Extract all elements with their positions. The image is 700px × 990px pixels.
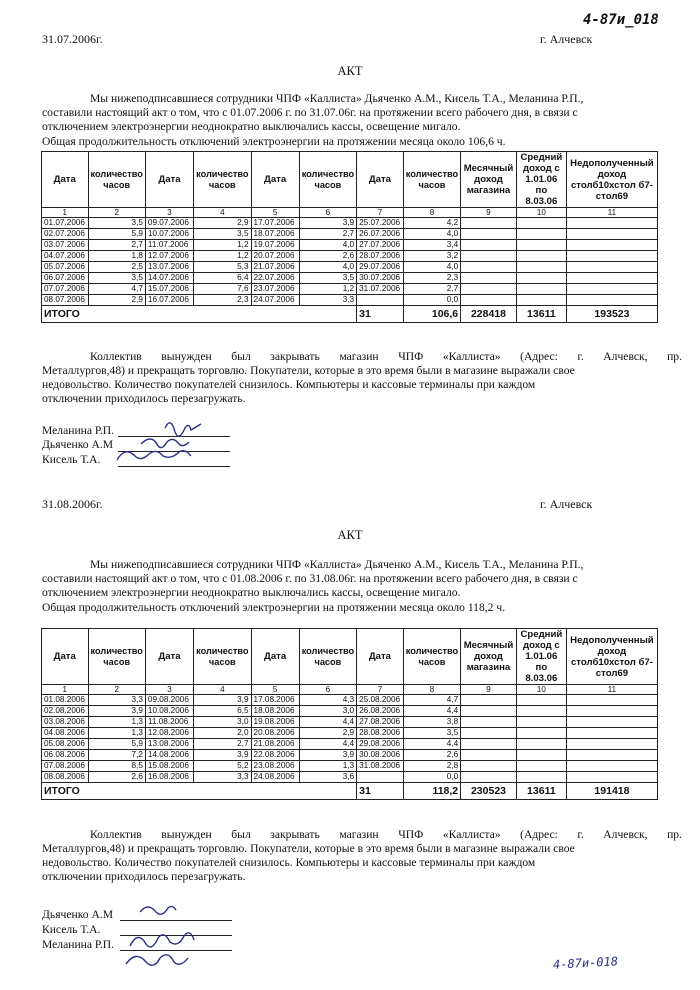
date-cell: 07.07.2006 — [42, 284, 89, 295]
hours-cell: 4,0 — [299, 240, 356, 251]
empty-cell — [566, 284, 657, 295]
footer-archive-code: 4-87и-018 — [552, 954, 619, 972]
date-cell: 11.07.2006 — [145, 240, 193, 251]
hours-cell: 2,7 — [194, 739, 251, 750]
act1-header-cell: Месячный доход магазина — [461, 152, 517, 208]
date-cell — [357, 295, 404, 306]
hours-cell: 2,0 — [194, 728, 251, 739]
date-cell: 30.07.2006 — [357, 273, 404, 284]
date-cell: 16.08.2006 — [145, 772, 193, 783]
date-cell — [357, 772, 404, 783]
hours-cell: 4,7 — [88, 284, 145, 295]
date-cell: 16.07.2006 — [145, 295, 193, 306]
act1-intro-line2: составили настоящий акт о том, что с 01.07.2006 г. по 31.07.06г. на протяжении всего рабочего дня, в связи с — [42, 106, 578, 119]
hours-cell: 5,3 — [194, 262, 251, 273]
empty-cell — [566, 695, 657, 706]
date-cell: 21.07.2006 — [251, 262, 299, 273]
hours-cell: 3,3 — [88, 695, 145, 706]
empty-cell — [461, 739, 517, 750]
date-cell: 02.07.2006 — [42, 229, 89, 240]
table-row — [42, 695, 658, 706]
act1-header-cell: Дата — [357, 152, 404, 208]
act1-intro-line1: Мы нижеподписавшиеся сотрудники ЧПФ «Каллиста» Дьяченко А.М., Кисель Т.А., Меланина Р.П., — [90, 92, 584, 105]
table-row — [42, 262, 658, 273]
column-number: 2 — [88, 208, 145, 218]
act1-header-cell: количество часов — [194, 152, 251, 208]
hours-cell: 2,5 — [88, 262, 145, 273]
empty-cell — [461, 295, 517, 306]
column-number: 5 — [251, 208, 299, 218]
act2-header-row — [42, 629, 658, 685]
column-number: 2 — [88, 685, 145, 695]
act2-header-cell: количество часов — [194, 629, 251, 685]
act1-lost-income: 193523 — [566, 306, 657, 323]
column-number: 11 — [566, 208, 657, 218]
date-cell: 01.08.2006 — [42, 695, 89, 706]
empty-cell — [566, 706, 657, 717]
empty-cell — [461, 717, 517, 728]
hours-cell: 2,9 — [88, 295, 145, 306]
empty-cell — [566, 295, 657, 306]
empty-cell — [461, 706, 517, 717]
date-cell: 24.08.2006 — [251, 772, 299, 783]
hours-cell: 3,6 — [299, 772, 356, 783]
date-cell: 01.07.2006 — [42, 218, 89, 229]
act2-monthly-income: 230523 — [461, 783, 517, 800]
date-cell: 05.08.2006 — [42, 739, 89, 750]
date-cell: 24.07.2006 — [251, 295, 299, 306]
date-cell: 17.07.2006 — [251, 218, 299, 229]
act2-total-hours: 118,2 — [403, 783, 460, 800]
date-cell: 19.07.2006 — [251, 240, 299, 251]
act1-header-cell: количество часов — [88, 152, 145, 208]
hours-cell: 1,2 — [194, 240, 251, 251]
act1-header-cell: количество часов — [403, 152, 460, 208]
act2-city: г. Алчевск — [540, 497, 593, 511]
empty-cell — [566, 739, 657, 750]
act1-city: г. Алчевск — [540, 32, 593, 46]
empty-cell — [516, 761, 566, 772]
date-cell: 20.07.2006 — [251, 251, 299, 262]
date-cell: 31.08.2006 — [357, 761, 404, 772]
act1-summary: Общая продолжительность отключений электроэнергии на протяжении месяца около 106,6 ч. — [42, 135, 506, 148]
date-cell: 03.07.2006 — [42, 240, 89, 251]
hours-cell: 0,0 — [403, 295, 460, 306]
date-cell: 25.07.2006 — [357, 218, 404, 229]
act2-intro-line1: Мы нижеподписавшиеся сотрудники ЧПФ «Каллиста» Дьяченко А.М., Кисель Т.А., Меланина Р.П., — [90, 558, 584, 571]
hours-cell: 1,8 — [88, 251, 145, 262]
column-number: 6 — [299, 685, 356, 695]
empty-cell — [566, 218, 657, 229]
empty-cell — [566, 229, 657, 240]
date-cell: 07.08.2006 — [42, 761, 89, 772]
column-number: 9 — [461, 208, 517, 218]
empty-cell — [461, 728, 517, 739]
table-row — [42, 739, 658, 750]
act2-signer-1: Дьяченко А.М — [42, 908, 114, 921]
empty-cell — [461, 695, 517, 706]
empty-cell — [461, 229, 517, 240]
empty-cell — [516, 218, 566, 229]
date-cell: 15.08.2006 — [145, 761, 193, 772]
empty-cell — [566, 761, 657, 772]
empty-cell — [516, 772, 566, 783]
date-cell: 28.08.2006 — [357, 728, 404, 739]
table-row — [42, 229, 658, 240]
act1-header-cell: количество часов — [299, 152, 356, 208]
column-number: 10 — [516, 208, 566, 218]
table-row — [42, 717, 658, 728]
act2-total-row — [42, 783, 658, 800]
empty-cell — [461, 262, 517, 273]
hours-cell: 3,5 — [88, 273, 145, 284]
hours-cell: 4,4 — [299, 717, 356, 728]
empty-cell — [516, 284, 566, 295]
hours-cell: 3,0 — [299, 706, 356, 717]
act2-title: АКТ — [337, 528, 363, 542]
act1-total-label: ИТОГО — [42, 306, 357, 323]
act1-header-cell: Дата — [145, 152, 193, 208]
date-cell: 17.08.2006 — [251, 695, 299, 706]
hours-cell: 5,9 — [88, 229, 145, 240]
table-row — [42, 750, 658, 761]
empty-cell — [516, 739, 566, 750]
table-row — [42, 273, 658, 284]
empty-cell — [461, 750, 517, 761]
hours-cell: 1,2 — [299, 284, 356, 295]
date-cell: 12.07.2006 — [145, 251, 193, 262]
hours-cell: 2,8 — [403, 761, 460, 772]
act1-total-hours: 106,6 — [403, 306, 460, 323]
date-cell: 31.07.2006 — [357, 284, 404, 295]
date-cell: 22.07.2006 — [251, 273, 299, 284]
empty-cell — [566, 273, 657, 284]
act2-header-cell: Дата — [251, 629, 299, 685]
hours-cell: 4,3 — [299, 695, 356, 706]
column-number: 6 — [299, 208, 356, 218]
act1-signer-2: Дьяченко А.М — [42, 438, 114, 451]
hours-cell: 2,9 — [299, 728, 356, 739]
act2-date: 31.08.2006г. — [42, 497, 103, 511]
empty-cell — [461, 273, 517, 284]
hours-cell: 2,6 — [299, 251, 356, 262]
act2-outage-table — [41, 628, 658, 800]
date-cell: 23.07.2006 — [251, 284, 299, 295]
column-number: 11 — [566, 685, 657, 695]
empty-cell — [516, 295, 566, 306]
date-cell: 25.08.2006 — [357, 695, 404, 706]
table-row — [42, 284, 658, 295]
act2-column-number-row — [42, 685, 658, 695]
hours-cell: 2,9 — [194, 218, 251, 229]
column-number: 7 — [357, 208, 404, 218]
hours-cell: 7,6 — [194, 284, 251, 295]
empty-cell — [566, 240, 657, 251]
empty-cell — [566, 251, 657, 262]
hours-cell: 2,7 — [88, 240, 145, 251]
act1-outage-table — [41, 151, 658, 323]
act2-header-cell: количество часов — [299, 629, 356, 685]
act2-lost-income: 191418 — [566, 783, 657, 800]
act2-header-cell: Дата — [357, 629, 404, 685]
act1-closing-line1: Коллектив вынужден был закрывать магазин ЧПФ «Каллиста» (Адрес: г. Алчевск, пр. — [90, 350, 682, 363]
date-cell: 14.07.2006 — [145, 273, 193, 284]
date-cell: 04.07.2006 — [42, 251, 89, 262]
date-cell: 23.08.2006 — [251, 761, 299, 772]
date-cell: 27.08.2006 — [357, 717, 404, 728]
act2-signer-2: Кисель Т.А. — [42, 923, 101, 936]
empty-cell — [566, 728, 657, 739]
hours-cell: 1,3 — [88, 728, 145, 739]
date-cell: 18.08.2006 — [251, 706, 299, 717]
empty-cell — [516, 750, 566, 761]
empty-cell — [461, 761, 517, 772]
hours-cell: 1,3 — [299, 761, 356, 772]
act2-header-cell: Недополученный доход столб10хстол б7-стол69 — [566, 629, 657, 685]
date-cell: 26.08.2006 — [357, 706, 404, 717]
date-cell: 20.08.2006 — [251, 728, 299, 739]
table-row — [42, 240, 658, 251]
hours-cell: 2,3 — [403, 273, 460, 284]
hours-cell: 2,6 — [88, 772, 145, 783]
act1-signer-1: Меланина Р.П. — [42, 424, 115, 437]
column-number: 9 — [461, 685, 517, 695]
act1-header-cell: Недополученный доход столб10хстол б7-стол69 — [566, 152, 657, 208]
date-cell: 14.08.2006 — [145, 750, 193, 761]
act1-title: АКТ — [337, 64, 363, 78]
act1-column-number-row — [42, 208, 658, 218]
date-cell: 08.07.2006 — [42, 295, 89, 306]
empty-cell — [516, 240, 566, 251]
act2-header-cell: Средний доход с 1.01.06 по 8.03.06 — [516, 629, 566, 685]
date-cell: 09.08.2006 — [145, 695, 193, 706]
date-cell: 06.08.2006 — [42, 750, 89, 761]
date-cell: 19.08.2006 — [251, 717, 299, 728]
hours-cell: 3,5 — [88, 218, 145, 229]
hours-cell: 3,9 — [88, 706, 145, 717]
act2-intro-paragraph — [42, 558, 682, 600]
date-cell: 26.07.2006 — [357, 229, 404, 240]
hours-cell: 4,7 — [403, 695, 460, 706]
act1-data-rows — [42, 218, 658, 306]
act2-total-days: 31 — [357, 783, 404, 800]
date-cell: 02.08.2006 — [42, 706, 89, 717]
act2-header-cell: Дата — [42, 629, 89, 685]
hours-cell: 3,4 — [403, 240, 460, 251]
column-number: 7 — [357, 685, 404, 695]
date-cell: 12.08.2006 — [145, 728, 193, 739]
table-row — [42, 706, 658, 717]
hours-cell: 4,0 — [403, 229, 460, 240]
date-cell: 15.07.2006 — [145, 284, 193, 295]
act2-header-cell: Дата — [145, 629, 193, 685]
act2-closing-line4: отключении приходилось перезагружать. — [42, 870, 246, 883]
act1-intro-line3: отключением электроэнергии неоднократно выключались кассы, освещение мигало. — [42, 120, 461, 133]
hours-cell: 2,7 — [403, 284, 460, 295]
date-cell: 03.08.2006 — [42, 717, 89, 728]
hours-cell: 5,2 — [194, 761, 251, 772]
empty-cell — [516, 706, 566, 717]
column-number: 4 — [194, 208, 251, 218]
column-number: 3 — [145, 685, 193, 695]
act2-signatures-image — [110, 898, 240, 978]
act1-intro-paragraph — [42, 92, 682, 134]
hours-cell: 3,8 — [403, 717, 460, 728]
empty-cell — [516, 273, 566, 284]
table-row — [42, 218, 658, 229]
act1-signatures-image — [105, 414, 235, 470]
act2-closing-line1: Коллектив вынужден был закрывать магазин ЧПФ «Каллиста» (Адрес: г. Алчевск, пр. — [90, 828, 682, 841]
hours-cell: 4,0 — [299, 262, 356, 273]
empty-cell — [461, 240, 517, 251]
act1-signer-3: Кисель Т.А. — [42, 453, 101, 466]
act1-header-cell: Дата — [42, 152, 89, 208]
act1-closing-line2: Металлургов,48) и прекращать торговлю. Покупатели, которые в это время были в магазине выражали свое — [42, 364, 575, 377]
act2-header-cell: Месячный доход магазина — [461, 629, 517, 685]
date-cell: 13.07.2006 — [145, 262, 193, 273]
date-cell: 10.08.2006 — [145, 706, 193, 717]
empty-cell — [461, 218, 517, 229]
hours-cell: 3,9 — [194, 695, 251, 706]
act2-total-label: ИТОГО — [42, 783, 357, 800]
table-row — [42, 761, 658, 772]
act2-closing-paragraph — [42, 828, 682, 884]
act2-signer-3: Меланина Р.П. — [42, 938, 115, 951]
act1-average-income: 13611 — [516, 306, 566, 323]
act2-header-cell: количество часов — [403, 629, 460, 685]
date-cell: 09.07.2006 — [145, 218, 193, 229]
hours-cell: 4,4 — [299, 739, 356, 750]
empty-cell — [566, 717, 657, 728]
act2-header-cell: количество часов — [88, 629, 145, 685]
date-cell: 29.07.2006 — [357, 262, 404, 273]
hours-cell: 4,0 — [403, 262, 460, 273]
hours-cell: 5,9 — [88, 739, 145, 750]
hours-cell: 3,2 — [403, 251, 460, 262]
date-cell: 05.07.2006 — [42, 262, 89, 273]
header-archive-code: 4-87и_018 — [583, 12, 659, 28]
hours-cell: 3,5 — [194, 229, 251, 240]
empty-cell — [566, 750, 657, 761]
empty-cell — [461, 284, 517, 295]
hours-cell: 7,2 — [88, 750, 145, 761]
hours-cell: 4,4 — [403, 706, 460, 717]
act1-header-cell: Средний доход с 1.01.06 по 8.03.06 — [516, 152, 566, 208]
empty-cell — [516, 717, 566, 728]
hours-cell: 3,5 — [299, 273, 356, 284]
act1-monthly-income: 228418 — [461, 306, 517, 323]
date-cell: 13.08.2006 — [145, 739, 193, 750]
column-number: 10 — [516, 685, 566, 695]
act1-total-row — [42, 306, 658, 323]
empty-cell — [566, 772, 657, 783]
date-cell: 28.07.2006 — [357, 251, 404, 262]
act1-closing-line3: недовольство. Количество покупателей снизилось. Компьютеры и кассовые терминалы при каждом — [42, 378, 536, 391]
hours-cell: 3,9 — [299, 750, 356, 761]
empty-cell — [461, 251, 517, 262]
act2-closing-line3: недовольство. Количество покупателей снизилось. Компьютеры и кассовые терминалы при каждом — [42, 856, 536, 869]
date-cell: 11.08.2006 — [145, 717, 193, 728]
empty-cell — [516, 229, 566, 240]
date-cell: 21.08.2006 — [251, 739, 299, 750]
hours-cell: 3,9 — [194, 750, 251, 761]
date-cell: 10.07.2006 — [145, 229, 193, 240]
column-number: 8 — [403, 685, 460, 695]
date-cell: 29.08.2006 — [357, 739, 404, 750]
empty-cell — [516, 262, 566, 273]
column-number: 4 — [194, 685, 251, 695]
date-cell: 27.07.2006 — [357, 240, 404, 251]
date-cell: 04.08.2006 — [42, 728, 89, 739]
hours-cell: 3,0 — [194, 717, 251, 728]
hours-cell: 2,6 — [403, 750, 460, 761]
empty-cell — [461, 772, 517, 783]
date-cell: 22.08.2006 — [251, 750, 299, 761]
act1-closing-line4: отключении приходилось перезагружать. — [42, 392, 246, 405]
date-cell: 06.07.2006 — [42, 273, 89, 284]
date-cell: 30.08.2006 — [357, 750, 404, 761]
hours-cell: 3,5 — [403, 728, 460, 739]
hours-cell: 0,0 — [403, 772, 460, 783]
hours-cell: 6,4 — [194, 273, 251, 284]
act2-data-rows — [42, 695, 658, 783]
hours-cell: 2,3 — [194, 295, 251, 306]
column-number: 1 — [42, 208, 89, 218]
hours-cell: 3,3 — [299, 295, 356, 306]
empty-cell — [516, 728, 566, 739]
act2-intro-line3: отключением электроэнергии неоднократно выключались кассы, освещение мигало. — [42, 586, 461, 599]
hours-cell: 8,5 — [88, 761, 145, 772]
column-number: 3 — [145, 208, 193, 218]
date-cell: 18.07.2006 — [251, 229, 299, 240]
hours-cell: 6,5 — [194, 706, 251, 717]
act1-closing-paragraph — [42, 350, 682, 406]
hours-cell: 4,2 — [403, 218, 460, 229]
empty-cell — [516, 695, 566, 706]
act2-average-income: 13611 — [516, 783, 566, 800]
act1-total-days: 31 — [357, 306, 404, 323]
date-cell: 08.08.2006 — [42, 772, 89, 783]
act2-closing-line2: Металлургов,48) и прекращать торговлю. Покупатели, которые в это время были в магазине выражали свое — [42, 842, 575, 855]
table-row — [42, 251, 658, 262]
hours-cell: 4,4 — [403, 739, 460, 750]
empty-cell — [516, 251, 566, 262]
column-number: 1 — [42, 685, 89, 695]
act1-header-cell: Дата — [251, 152, 299, 208]
hours-cell: 3,9 — [299, 218, 356, 229]
act2-intro-line2: составили настоящий акт о том, что с 01.08.2006 г. по 31.08.06г. на протяжении всего рабочего дня, в связи с — [42, 572, 578, 585]
hours-cell: 3,3 — [194, 772, 251, 783]
act2-summary: Общая продолжительность отключений электроэнергии на протяжении месяца около 118,2 ч. — [42, 601, 506, 614]
hours-cell: 1,2 — [194, 251, 251, 262]
empty-cell — [566, 262, 657, 273]
hours-cell: 1,3 — [88, 717, 145, 728]
act1-date: 31.07.2006г. — [42, 32, 103, 46]
table-row — [42, 728, 658, 739]
hours-cell: 2,7 — [299, 229, 356, 240]
table-row — [42, 295, 658, 306]
table-row — [42, 772, 658, 783]
column-number: 8 — [403, 208, 460, 218]
act1-header-row — [42, 152, 658, 208]
column-number: 5 — [251, 685, 299, 695]
